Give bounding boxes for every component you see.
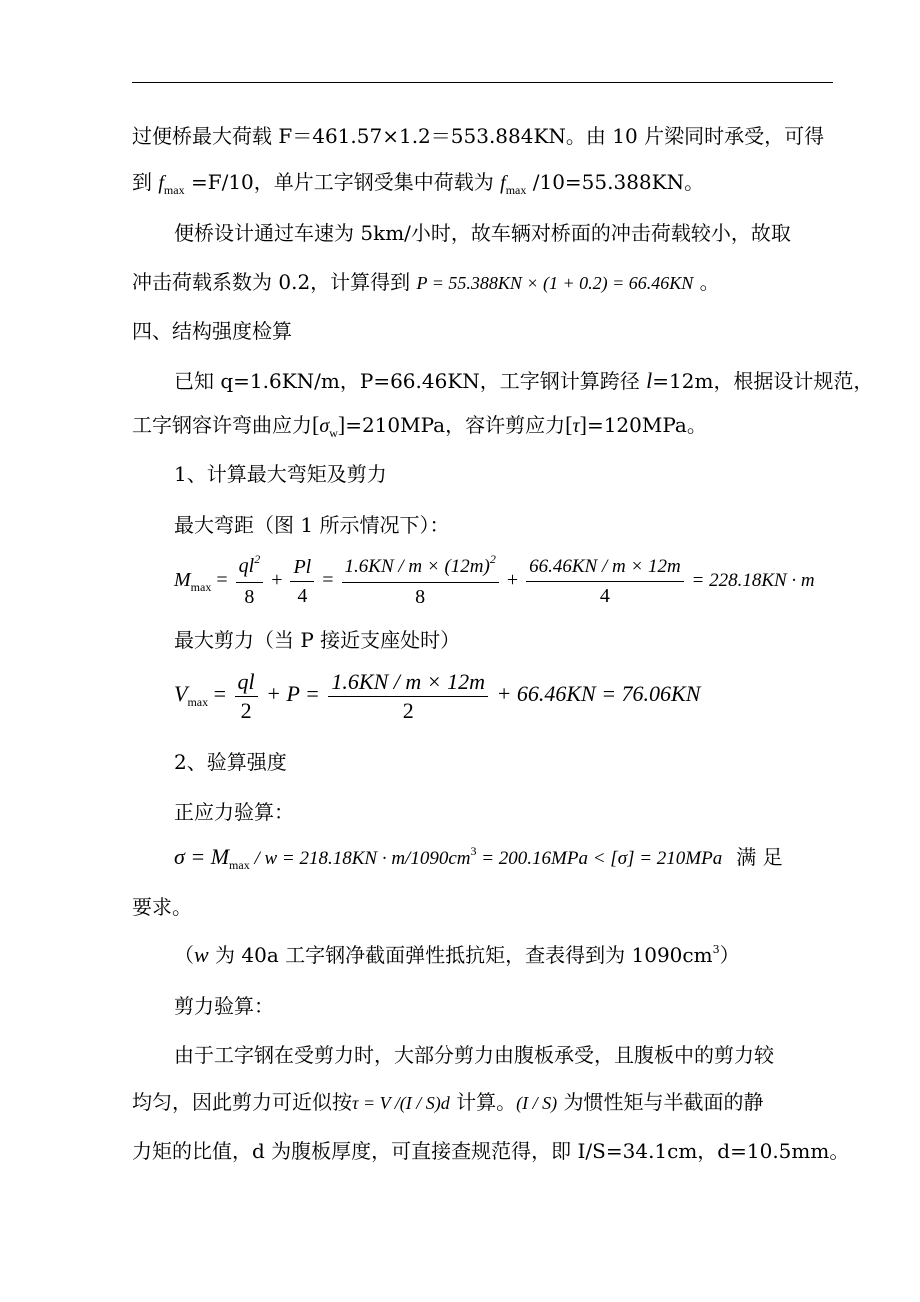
text-line-6: 已知 q=1.6KN/m，P=66.46KN，工字钢计算跨径 l=12m，根据设计规范， xyxy=(174,368,874,393)
text-line-10: 最大剪力（当 P 接近支座处时） xyxy=(174,628,461,652)
text-line-15: （w 为 40a 工字钢净截面弹性抵抗矩，查表得到为 $1090cm^3$） xyxy=(174,942,740,967)
shear-equation: $V_{max}$ = $\frac{ql}{2}$ + P = $\frac{1.6KN / m \times 12m}{2}$ + 66.46KN = 76.06KN xyxy=(174,669,701,723)
subheading-1: 1、计算最大弯矩及剪力 xyxy=(174,462,387,486)
text-line-12: 正应力验算： xyxy=(174,800,294,824)
text-line-13: $\sigma = M_{max} / w = 218.18KN \cdot m/1090cm^3 = 200.16MPa < [\sigma] = 210MPa$ 满 足 xyxy=(174,844,783,872)
moment-equation: $M_{max}$ = $\frac{ql^2}{8}$ + $\frac{Pl}{4}$ = $\frac{1.6KN / m \times (12m)^2}{8}$ + $\frac{66.46KN / m \times 12m}{4}$ = 228.18KN · m xyxy=(174,552,879,611)
text-line-7: 工字钢容许弯曲应力$[\sigma_w]=210MPa$，容许剪应力[τ]=120MPa。 xyxy=(132,412,707,440)
text-line-16: 剪力验算： xyxy=(174,994,274,1018)
impact-equation: P = 55.388KN × (1 + 0.2) = 66.46KN xyxy=(416,273,694,293)
text-line-14: 要求。 xyxy=(132,895,192,919)
header-rule xyxy=(132,82,833,83)
section-heading-4: 四、结构强度检算 xyxy=(132,319,292,343)
text-line-17: 由于工字钢在受剪力时，大部分剪力由腹板承受，且腹板中的剪力较 xyxy=(174,1043,774,1067)
subheading-2: 2、验算强度 xyxy=(174,750,287,774)
text-line-2: 到 $f_{max} =F/10$，单片工字钢受集中荷载为 $f_{max}$ /10=55.388KN。 xyxy=(132,170,705,197)
text-line-18: 均匀，因此剪力可近似按τ = V /(I / S)d 计算。(I / S) 为惯性矩与半截面的静 xyxy=(132,1090,764,1114)
text-line-1: 过便桥最大荷载 F＝461.57×1.2＝553.884KN。由 10 片梁同时承受，可得 xyxy=(132,124,825,148)
text-line-3: 便桥设计通过车速为 5km/小时，故车辆对桥面的冲击荷载较小，故取 xyxy=(174,221,791,245)
text-line-19: 力矩的比值，d 为腹板厚度，可直接查规范得，即 I/S=34.1cm，d=10.5mm。 xyxy=(132,1139,850,1163)
text-line-9: 最大弯距（图 1 所示情况下）： xyxy=(174,513,450,537)
text-line-4: 冲击荷载系数为 0.2，计算得到 P = 55.388KN × (1 + 0.2) = 66.46KN 。 xyxy=(132,270,720,294)
